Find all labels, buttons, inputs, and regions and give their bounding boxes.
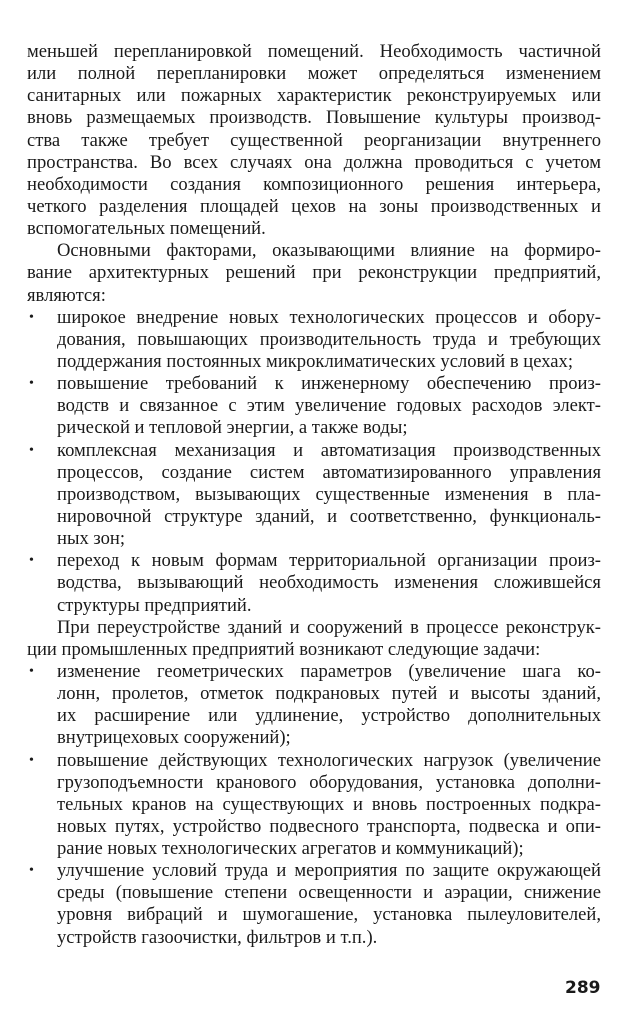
line-text: поддержания постоянных микроклиматических условий в цехах; xyxy=(57,350,574,372)
line-text: При переустройстве зданий и сооружений в процессе реконструк- xyxy=(57,616,601,638)
line-text: санитарных или пожарных характеристик реконструируемых или xyxy=(27,85,601,107)
text-line xyxy=(27,860,601,882)
line-text: изменение геометрических параметров (увеличение шага ко- xyxy=(57,660,601,682)
line-text: повышение действующих технологических нагрузок (увеличение xyxy=(57,749,601,771)
line-text: лонн, пролетов, отметок подкрановых путей и высоты зданий, xyxy=(57,683,601,705)
bullet-icon: • xyxy=(29,553,34,569)
bullet-icon: • xyxy=(29,376,34,392)
text-line xyxy=(27,572,601,594)
text-line xyxy=(27,705,601,727)
bullet-icon: • xyxy=(29,752,34,768)
line-text: четкого разделения площадей цехов на зоны производственных и xyxy=(27,195,601,217)
text-line xyxy=(27,417,601,439)
text-line xyxy=(27,351,601,373)
line-text: структуры предприятий. xyxy=(57,594,252,616)
text-line xyxy=(27,683,601,705)
paragraph xyxy=(27,41,601,240)
line-text: водства, вызывающий необходимость изменения сложившейся xyxy=(57,572,601,594)
bullet-item xyxy=(27,550,601,616)
line-text: тельных кранов на существующих и вновь построенных подкра- xyxy=(57,793,601,815)
text-line xyxy=(27,196,601,218)
text-line xyxy=(27,838,601,860)
line-text: широкое внедрение новых технологических процессов и обору- xyxy=(57,306,601,328)
text-line xyxy=(27,506,601,528)
text-line xyxy=(27,661,601,683)
text-line xyxy=(27,240,601,262)
text-line xyxy=(27,174,601,196)
line-text: необходимости создания композиционного решения интерьера, xyxy=(27,173,601,195)
line-text: меньшей перепланировкой помещений. Необходимость частичной xyxy=(27,41,601,62)
text-line xyxy=(27,595,601,617)
text-line xyxy=(27,329,601,351)
line-text: комплексная механизация и автоматизация производственных xyxy=(57,439,601,461)
line-text: среды (повышение степени освещенности и аэрации, снижение xyxy=(57,882,601,904)
text-line xyxy=(27,484,601,506)
text-line xyxy=(27,285,601,307)
line-text: уровня вибраций и шумогашение, установка пылеуловителей, xyxy=(57,904,601,926)
line-text: рической и тепловой энергии, а также воды; xyxy=(57,417,408,439)
text-line xyxy=(27,794,601,816)
line-text: ции промышленных предприятий возникают следующие задачи: xyxy=(27,638,541,660)
bullet-item xyxy=(27,373,601,439)
line-text: грузоподъемности кранового оборудования, установка дополни- xyxy=(57,771,601,793)
bullet-icon: • xyxy=(29,863,34,879)
text-line xyxy=(27,307,601,329)
line-text: внутрицеховых сооружений); xyxy=(57,727,291,749)
bullet-item xyxy=(27,661,601,750)
line-text: повышение требований к инженерному обеспечению произ- xyxy=(57,373,601,395)
text-line xyxy=(27,152,601,174)
page-number: 289 xyxy=(565,978,601,998)
text-line xyxy=(27,440,601,462)
text-line xyxy=(27,772,601,794)
text-line xyxy=(27,262,601,284)
line-text: устройств газоочистки, фильтров и т.п.). xyxy=(57,926,378,948)
line-text: переход к новым формам территориальной организации произ- xyxy=(57,550,601,572)
line-text: новых путях, устройство подвесного транспорта, подвеска и опи- xyxy=(57,815,601,837)
text-line xyxy=(27,639,601,661)
bullet-item xyxy=(27,750,601,861)
text-line xyxy=(27,927,601,949)
line-text: дования, повышающих производительность труда и требующих xyxy=(57,328,601,350)
text-line xyxy=(27,85,601,107)
text-line xyxy=(27,528,601,550)
text-line xyxy=(27,107,601,129)
text-line xyxy=(27,617,601,639)
line-text: ства также требует существенной реорганизации внутреннего xyxy=(27,129,601,151)
bullet-icon: • xyxy=(29,309,34,325)
text-line xyxy=(27,373,601,395)
line-text: вспомогательных помещений. xyxy=(27,218,266,240)
text-line xyxy=(27,462,601,484)
bullet-icon: • xyxy=(29,663,34,679)
line-text: улучшение условий труда и мероприятия по защите окружающей xyxy=(57,860,601,882)
paragraph xyxy=(27,617,601,661)
line-text: производством, вызывающих существенные изменения в пла- xyxy=(57,483,601,505)
text-line xyxy=(27,882,601,904)
text-line xyxy=(27,130,601,152)
paragraph xyxy=(27,240,601,306)
line-text: их расширение или удлинение, устройство дополнительных xyxy=(57,705,601,727)
text-line xyxy=(27,727,601,749)
bullet-icon: • xyxy=(29,442,34,458)
line-text: вание архитектурных решений при реконструкции предприятий, xyxy=(27,262,601,284)
line-text: рание новых технологических агрегатов и коммуникаций); xyxy=(57,838,524,860)
text-line xyxy=(27,904,601,926)
line-text: нировочной структуре зданий, и соответственно, функциональ- xyxy=(57,505,601,527)
text-line xyxy=(27,750,601,772)
page-body-text xyxy=(27,41,601,949)
bullet-item xyxy=(27,860,601,949)
bullet-item xyxy=(27,307,601,373)
text-line xyxy=(27,395,601,417)
text-line xyxy=(27,63,601,85)
line-text: ных зон; xyxy=(57,528,126,550)
line-text: вновь размещаемых производств. Повышение культуры производ- xyxy=(27,107,601,129)
line-text: пространства. Во всех случаях она должна проводиться с учетом xyxy=(27,151,601,173)
line-text: процессов, создание систем автоматизированного управления xyxy=(57,461,601,483)
text-line xyxy=(27,41,601,63)
text-line xyxy=(27,816,601,838)
text-line xyxy=(27,218,601,240)
text-line xyxy=(27,550,601,572)
line-text: или полной перепланировки может определяться изменением xyxy=(27,63,601,85)
line-text: Основными факторами, оказывающими влияние на формиро- xyxy=(57,240,601,262)
line-text: являются: xyxy=(27,284,106,306)
line-text: водств и связанное с этим увеличение годовых расходов элект- xyxy=(57,395,601,417)
bullet-item xyxy=(27,440,601,551)
